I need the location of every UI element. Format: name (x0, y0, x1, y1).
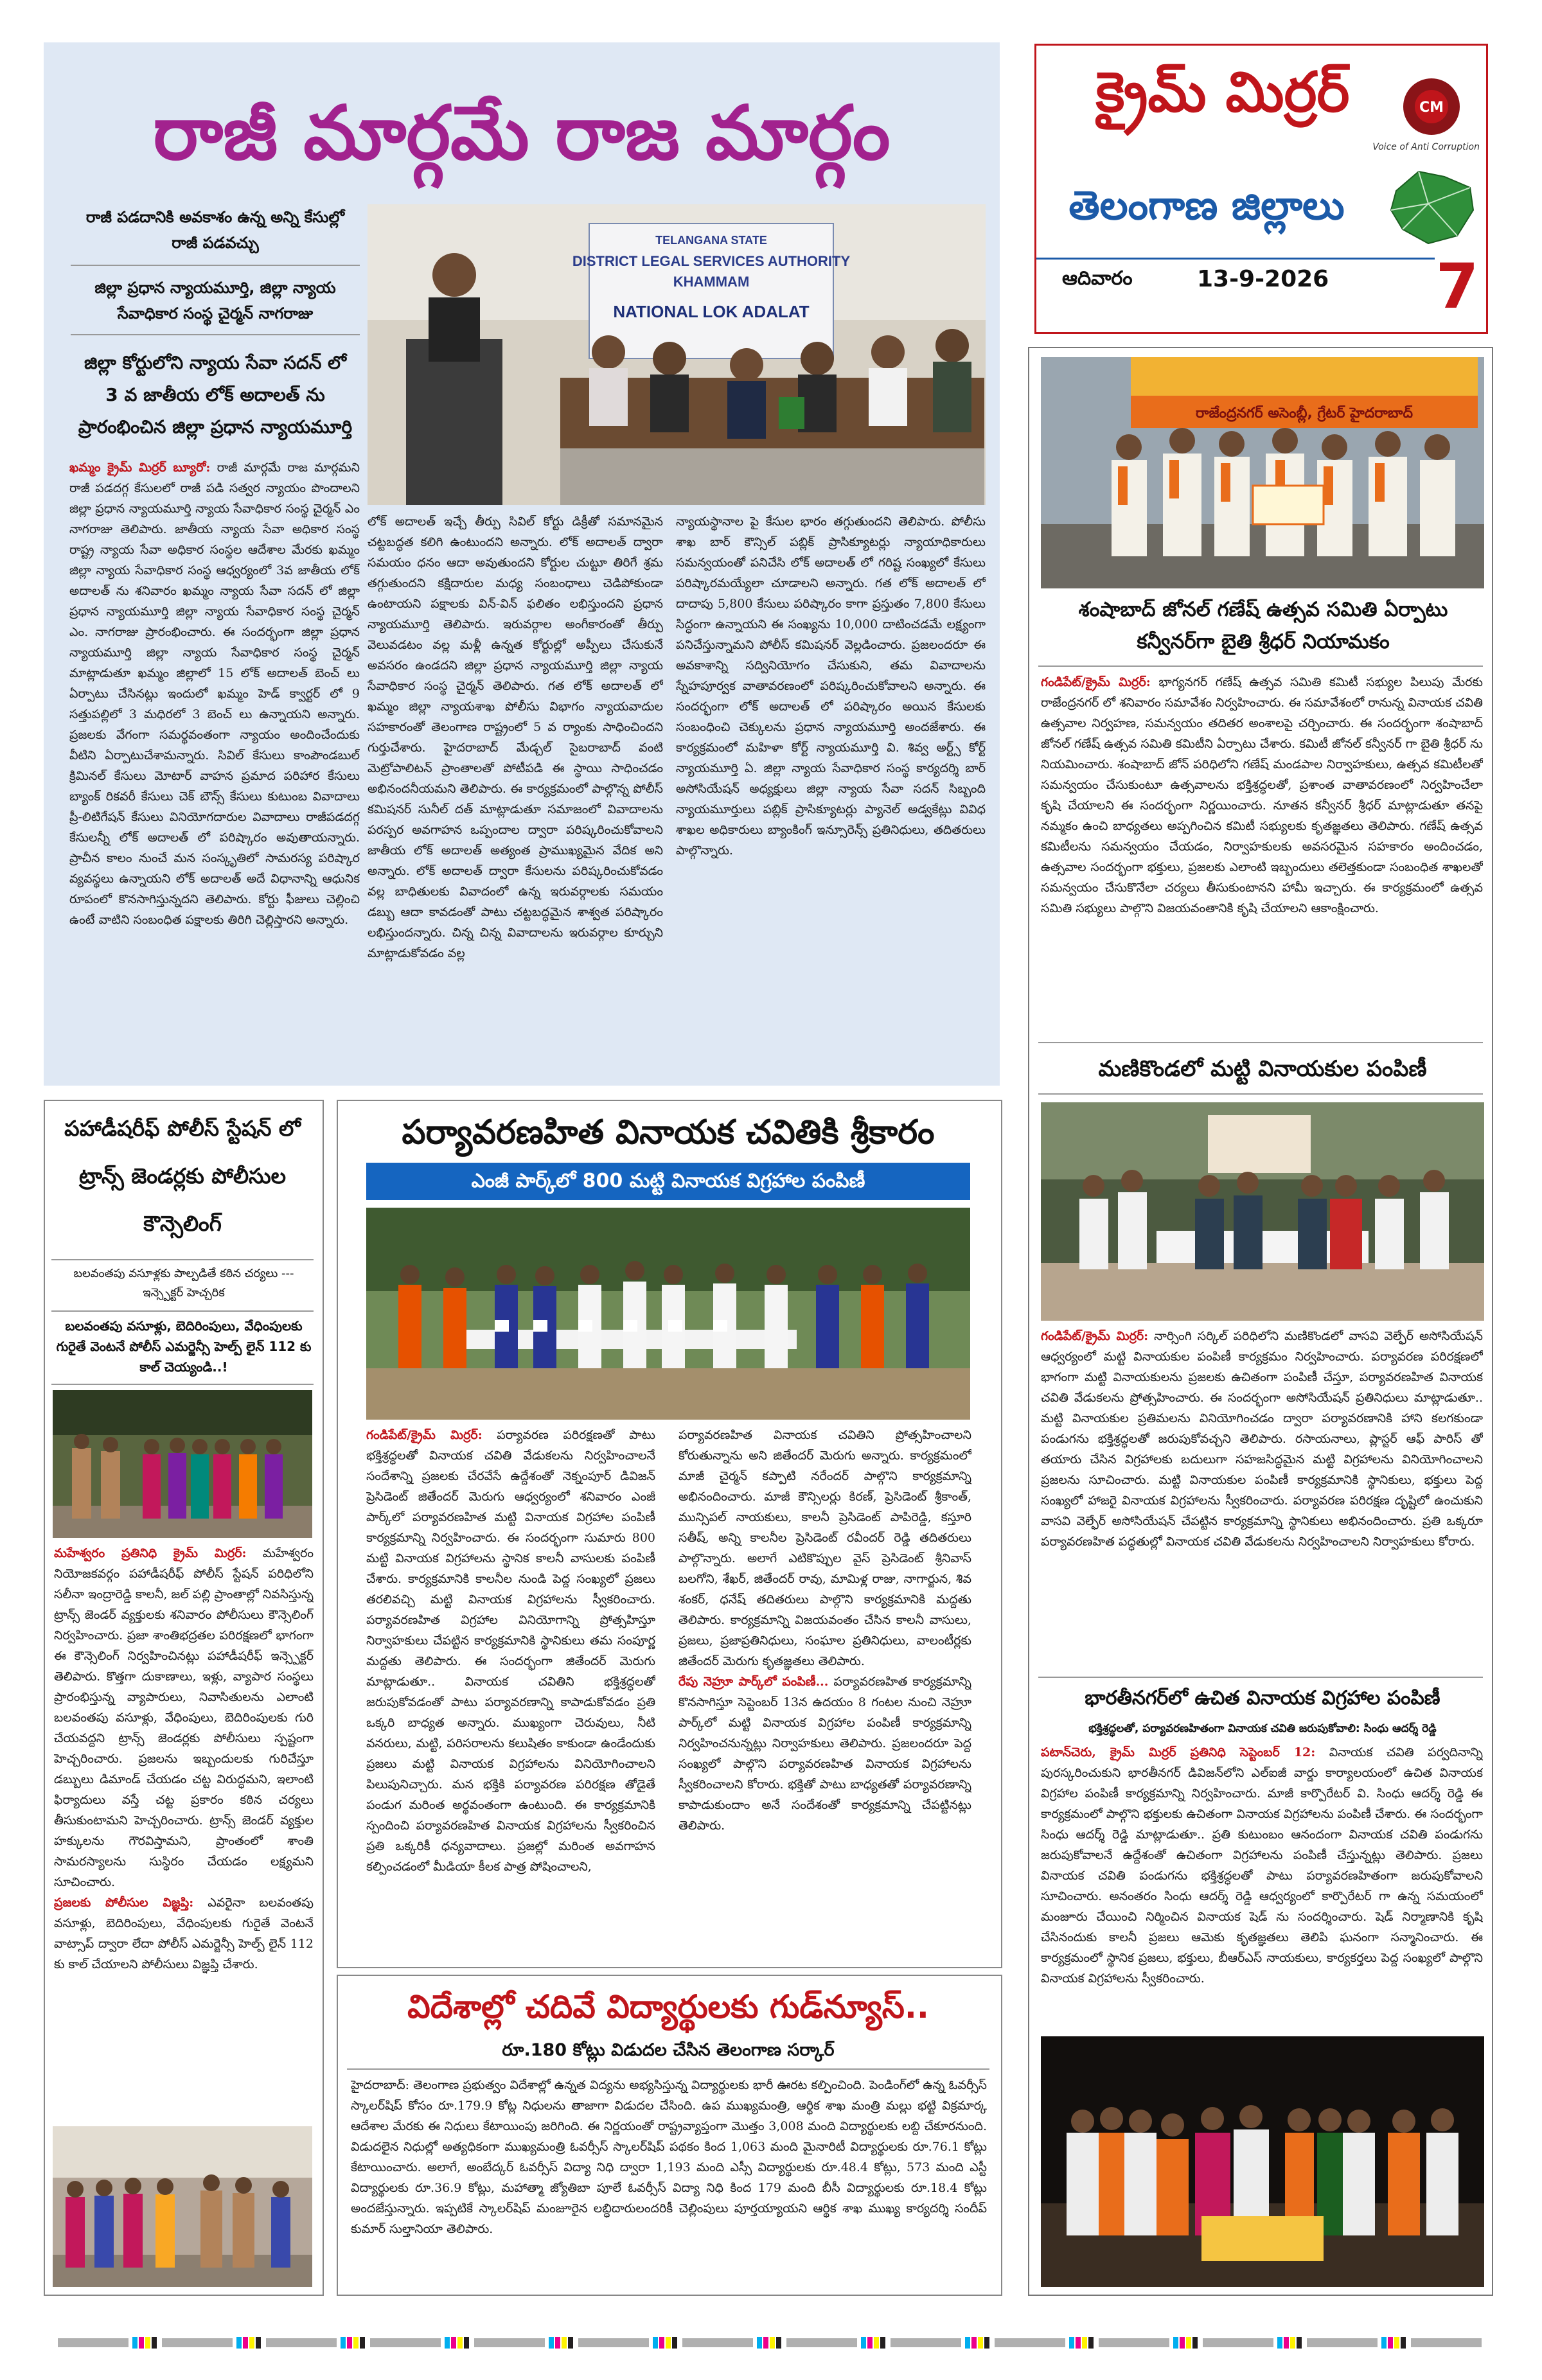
manikonda-text: నార్సింగి సర్కిల్ పరిధిలోని మణికొండలో వాసవి వెల్ఫేర్ అసోసియేషన్ ఆధ్వర్యంలో మట్టి వినాయకుల పంపిణీ కార్యక్రమం నిర్వహించారు. పర్యావరణ పరిరక్షణలో భాగంగా మట్టి వినాయకులను ప్రజలకు ఉచితంగా పంపిణీ చేస్తూ, పర్యావరణహిత వినాయక చవితి వేడుకలను ప్రోత్సహించారు. ఈ సందర్భంగా అసోసియేషన్ ప్రతినిధులు మాట్లాడుతూ.. మట్టి వినాయకుల ప్రతిమలను వినియోగించడం ద్వారా పర్యావరణానికి హాని కలగకుండా పండుగను భక్తిశ్రద్ధలతో జరుపుకోవచ్చని తెలిపారు. రసాయనాలు, ప్లాస్టర్ ఆఫ్ పారిస్ తో తయారు చేసిన విగ్రహాలకు బదులుగా సహజసిద్ధమైన మట్టి విగ్రహాలను వినియోగించాలని ప్రజలను సూచించారు. మట్టి వినాయకుల పంపిణీ కార్యక్రమానికి స్థానికులు, భక్తులు పెద్ద సంఖ్యలో హాజరై వినాయక విగ్రహాలను స్వీకరించారు. పర్యావరణ పరిరక్షణ దృష్టిలో ఉంచుకుని వాసవి వెల్ఫేర్ అసోసియేషన్ చేపట్టిన కార్యక్రమాన్ని స్థానికులు అభినందించారు. ప్రతి ఒక్కరూ పర్యావరణహిత పద్ధతుల్లో వినాయక చవితి వేడుకలను నిర్వహించాలని నిర్వాహకులు కోరారు. (1041, 1329, 1483, 1549)
ngpark-banner (366, 1163, 970, 1200)
date-label: 13-9-2026 (1197, 266, 1329, 292)
overseas-body (351, 2075, 987, 2287)
masthead-logo-icon (1396, 71, 1467, 142)
ngpark-photo (366, 1208, 970, 1420)
pahadi-dateline: మహేశ్వరం ప్రతినిధి క్రైమ్ మిర్రర్: (54, 1546, 247, 1560)
lead-deck-2: జిల్లా ప్రధాన న్యాయమూర్తి, జిల్లా న్యాయ సేవాధికార సంస్థ చైర్మన్ నాగరాజు (94, 279, 336, 322)
overseas-headline: విదేశాల్లో చదివే విద్యార్థులకు గుడ్‌న్యూస్.. (407, 1988, 929, 2025)
pahadi-deck-2: బలవంతపు వసూళ్లు, బెదిరింపులు, వేధింపులకు గురైతే వెంటనే పోలీస్ ఎమర్జెన్సీ హెల్ప్ లైన్ 112 కు కాల్ చెయ్యండి..! (56, 1318, 312, 1375)
masthead-tagline: Voice of Anti Corruption (1372, 142, 1480, 152)
manikonda-dateline: గండిపేట్/క్రైమ్ మిర్రర్: (1041, 1329, 1149, 1343)
pahadi-photo-2 (53, 2126, 312, 2287)
masthead-title: క్రైమ్ మిర్రర్ (1095, 60, 1350, 125)
pahadi-text: మహేశ్వరం నియోజకవర్గం పహాడీషరీఫ్ పోలీస్ స్టేషన్ పరిధిలోని సలీనా ఇంద్రారెడ్డి కాలనీ, జల్ పల్లి ప్రాంతాల్లో నివసిస్తున్న ట్రాన్స్ జెండర్ వ్యక్తులకు శనివారం పోలీసులు కౌన్సెలింగ్ నిర్వహించారు. ప్రజా శాంతిభద్రతల పరిరక్షణలో భాగంగా ఈ కౌన్సెలింగ్ నిర్వహించినట్లు పహాడీషరీఫ్ ఇన్స్పెక్టర్ తెలిపారు. కొత్తగా దుకాణాలు, ఇళ్లు, వ్యాపార సంస్థలు ప్రారంభిస్తున్న వ్యాపారులు, నివాసితులను ఎలాంటి బలవంతపు వసూళ్లు, వేధింపులు, బెదిరింపులకు గురి చేయవద్దని ట్రాన్స్ జెండర్లకు పోలీసులు స్పష్టంగా హెచ్చరించారు. ప్రజలను ఇబ్బందులకు గురిచేస్తూ డబ్బులు డిమాండ్ చేయడం చట్ట విరుద్ధమని, ఇలాంటి ఫిర్యాదులు వస్తే చట్ట ప్రకారం కఠిన చర్యలు తీసుకుంటామని హెచ్చరించారు. ట్రాన్స్ జెండర్ వ్యక్తుల హక్కులను గౌరవిస్తామని, ప్రాంతంలో శాంతి సామరస్యాలను సుస్థిరం చేయడం లక్ష్యమని సూచించారు. (54, 1546, 314, 1889)
pahadi-deck-1: బలవంతపు వసూళ్లకు పాల్పడితే కఠిన చర్యలు --- ఇన్స్పెక్టర్ హెచ్చరిక (73, 1267, 294, 1300)
shamshabad-headline: శంషాబాద్ జోనల్ గణేష్ ఉత్సవ సమితి ఏర్పాటు కన్వీనర్‌గా బైతి శ్రీధర్ నియామకం (1078, 598, 1448, 653)
ngpark-col-1-text: పర్యావరణ పరిరక్షణతో పాటు భక్తిశ్రద్ధలతో వినాయక చవితి వేడుకలను నిర్వహించాలనే సందేశాన్ని ప్రజలకు చేరవేసే ఉద్దేశంతో నెక్నంపూర్ డివిజన్ ప్రెసిడెంట్ జితేందర్ మెరుగు ఆధ్వర్యంలో శనివారం ఎంజీ పార్క్‌లో పర్యావరణహిత మట్టి వినాయక విగ్రహాల పంపిణీ కార్యక్రమాన్ని నిర్వహించారు. ఈ సందర్భంగా సుమారు 800 మట్టి వినాయక విగ్రహాలను స్థానిక కాలనీ వాసులకు పంపిణీ చేశారు. కార్యక్రమానికి కాలనీల నుండి పెద్ద సంఖ్యలో ప్రజలు తరలివచ్చి మట్టి వినాయక విగ్రహాలను స్వీకరించారు. పర్యావరణహిత విగ్రహాల వినియోగాన్ని ప్రోత్సహిస్తూ నిర్వాహకులు చేపట్టిన కార్యక్రమానికి స్థానికులు తమ సంపూర్ణ మద్దతు తెలిపారు. ఈ సందర్భంగా జితేందర్ మెరుగు మాట్లాడుతూ.. వినాయక చవితిని భక్తిశ్రద్ధలతో జరుపుకోవడంతో పాటు పర్యావరణాన్ని కాపాడుకోవడం ప్రతి ఒక్కరి బాధ్యత అన్నారు. ముఖ్యంగా చెరువులు, నీటి వనరులు, మట్టి, పరిసరాలను కలుషితం కాకుండా ఉండేందుకు ప్రజలు మట్టి వినాయక విగ్రహాలను వినియోగించాలని పిలుపునిచ్చారు. మన భక్తికి పర్యావరణ పరిరక్షణ తోడైతే పండుగ మరింత అర్థవంతంగా ఉంటుంది. ఈ కార్యక్రమానికి స్పందించి పర్యావరణహిత వినాయక విగ్రహాలను స్వీకరించిన ప్రతి ఒక్కరికీ ధన్యవాదాలు. ప్రజల్లో మరింత అవగాహన కల్పించడంలో మీడియా కీలక పాత్ర పోషించాలని, (366, 1428, 655, 1874)
shamshabad-body (1041, 672, 1483, 1037)
ngpark-col-2-text: పర్యావరణహిత వినాయక చవితిని ప్రోత్సహించాలని కోరుతున్నాను అని జితేందర్ మెరుగు అన్నారు. కార్యక్రమంలో మాజీ చైర్మన్ కప్పాటి నరేందర్ పాల్గొని కార్యక్రమాన్ని అభినందించారు. మాజీ కౌన్సిలర్లు కిరణ్, ప్రెసిడెంట్ శ్రీకాంత్, మున్సిపల్ నాయకులు, కాలనీ ప్రెసిడెంట్ పాపిరెడ్డి, కస్తూరి సతీష్, అన్ని కాలనీల ప్రెసిడెంట్ రవీందర్ రెడ్డి తదితరులు పాల్గొన్నారు. అలాగే ఎటికొప్పుల వైస్ ప్రెసిడెంట్ శ్రీనివాస్ బలగోని, శేఖర్, జితేందర్ రావు, మామిళ్ల రాజు, నాగార్జున, శివ శంకర్, ధనేష్ తదితరులు పాల్గొని కార్యక్రమానికి మద్దతు తెలిపారు. కార్యక్రమాన్ని విజయవంతం చేసిన కాలనీ వాసులు, ప్రజలు, ప్రజాప్రతినిధులు, సంఘాల ప్రతినిధులు, వాలంటీర్లకు జితేందర్ మెరుగు కృతజ్ఞతలు తెలిపారు. (678, 1428, 971, 1668)
bharathinagar-dateline: పటాన్‌చెరు, క్రైమ్ మిర్రర్ ప్రతినిధి సెప్టెంబర్ 12: (1041, 1745, 1316, 1759)
manikonda-photo (1041, 1102, 1484, 1321)
pahadi-body (54, 1543, 314, 2119)
pahadi-tail: ఎవరైనా బలవంతపు వసూళ్లు, బెదిరింపులు, వేధింపులకు గురైతే వెంటనే వాట్సాప్ ద్వారా లేదా పోలీస్ ఎమర్జెన్సీ హెల్ప్ లైన్ 112 కు కాల్ చేయాలని పోలీసులు విజ్ఞప్తి చేశారు. (54, 1896, 314, 1971)
lead-deck-3: జిల్లా కోర్టులోని న్యాయ సేవా సదన్ లో 3 వ జాతీయ లోక్ అదాలత్ ను ప్రారంభించిన జిల్లా ప్రధాన న్యాయమూర్తి (78, 352, 353, 437)
edition-title: తెలంగాణ జిల్లాలు (1068, 182, 1345, 229)
overseas-deck: రూ.180 కోట్లు విడుదల చేసిన తెలంగాణ సర్కార్ (502, 2040, 835, 2060)
ngpark-banner-text: ఎంజీ పార్క్‌లో 800 మట్టి వినాయక విగ్రహాల పంపిణీ (471, 1170, 865, 1192)
lead-photo (368, 204, 986, 505)
edition-banner (1036, 163, 1377, 249)
svg-text:CM: CM (1419, 100, 1444, 116)
ngpark-col-2 (678, 1425, 971, 1959)
banner-text-3: KHAMMAM (673, 274, 750, 290)
lead-col-2-text: లోక్ అదాలత్ ఇచ్చే తీర్పు సివిల్ కోర్టు డిక్రీతో సమానమైన చట్టబద్ధత కలిగి ఉంటుందని అన్నారు. లోక్ అదాలత్ ద్వారా సమయం ధనం ఆదా అవుతుందని కోర్టుల చుట్టూ తిరిగే శ్రమ తగ్గుతుందని కక్షిదారుల మధ్య సంబంధాలు చెడిపోకుండా ఉంటాయని పక్షాలకు విన్-విన్ ఫలితం లభిస్తుందని ప్రధాన న్యాయమూర్తి తెలిపారు. ఇరువర్గాల అంగీకారంతో తీర్పు వెలువడటం వల్ల మళ్లీ ఉన్నత కోర్టుల్లో అప్పీలు చేసుకునే అవసరం ఉండదని జిల్లా ప్రధాన న్యాయమూర్తి జిల్లా న్యాయ సేవాధికార సంస్థ చైర్మన్ తెలిపారు. గత లోక్ అదాలత్ లో ఖమ్మం జిల్లా న్యాయశాఖ పోలీసు విభాగం న్యాయవాదుల సహకారంతో తెలంగాణ రాష్ట్రంలో 5 వ ర్యాంకు సాధించిందని గుర్తుచేశారు. హైదరాబాద్ మేడ్చల్ సైబరాబాద్ వంటి మెట్రోపాలిటన్ ప్రాంతాలతో పోటీపడి ఈ స్థాయి సాధించడం అభినందనీయమని తెలిపారు. ఈ కార్యక్రమంలో పాల్గొన్న పోలీస్ కమిషనర్ సునీల్ దత్ మాట్లాడుతూ సమాజంలో వివాదాలను పరస్పర అవగాహన ఒప్పందాల ద్వారా పరిష్కరించుకోవాలని జాతీయ లోక్ అదాలత్ అత్యంత ప్రాముఖ్యమైన వేదిక అని అన్నారు. లోక్ అదాలత్ ద్వారా కేసులను పరిష్కరించుకోవడం వల్ల బాధితులకు వివాదంలో ఉన్న ఇరువర్గాలకు సమయం డబ్బు ఆదా కావడంతో పాటు చట్టబద్ధమైన శాశ్వత పరిష్కారం లభిస్తుందన్నారు. చిన్న చిన్న వివాదాలను ఇరువర్గాల కూర్చుని మాట్లాడుకోవడం వల్ల (368, 515, 663, 960)
bharathinagar-deck: భక్తిశ్రద్ధలతో, పర్యావరణహితంగా వినాయక చవితి జరుపుకోవాలి: సింధు ఆదర్శ్ రెడ్డి (1088, 1722, 1437, 1735)
date-bar (1036, 258, 1435, 304)
lead-col-2 (368, 511, 663, 1079)
page-number: 7 (1435, 251, 1479, 322)
shamshabad-photo (1041, 357, 1484, 588)
pahadi-headline: పహాడీషరీఫ్ పోలీస్ స్టేషన్ లో ట్రాన్స్ జెండర్లకు పోలీసుల కౌన్సెలింగ్ (64, 1116, 301, 1236)
overseas-text: హైదరాబాద్: తెలంగాణ ప్రభుత్వం విదేశాల్లో ఉన్నత విద్యను అభ్యసిస్తున్న విద్యార్థులకు భారీ ఊరట కల్పించింది. పెండింగ్‌లో ఉన్న ఓవర్సీస్ స్కాలర్‌షిప్ కోసం రూ.179.9 కోట్ల నిధులను తాజాగా విడుదల చేసింది. ఉప ముఖ్యమంత్రి, ఆర్థిక శాఖ మంత్రి మల్లు భట్టి విక్రమార్క ఆదేశాల మేరకు ఈ నిధులు కేటాయింపు జరిగింది. ఈ నిర్ణయంతో రాష్ట్రవ్యాప్తంగా మొత్తం 3,008 మంది విద్యార్థులకు లబ్ది చేకూరనుంది. విడుదలైన నిధుల్లో అత్యధికంగా ముఖ్యమంత్రి ఓవర్సీస్ స్కాలర్‌షిప్ పథకం కింద 1,063 మంది మైనారిటీ విద్యార్థులకు రూ.76.1 కోట్లు కేటాయించారు. అలాగే, అంబేద్కర్ ఓవర్సీస్ విద్యా నిధి ద్వారా 1,193 మంది ఎస్సీ విద్యార్థులకు రూ.48.4 కోట్లు, 573 మంది ఎస్టీ విద్యార్థులకు రూ.36.9 కోట్లు, మహాత్మా జ్యోతిబా పూలే ఓవర్సీస్ విద్యా నిధి కింద 179 మంది బీసీ విద్యార్థులకు రూ.18.4 కోట్లు అందజేస్తున్నారు. ఇప్పటికే స్కాలర్‌షిప్ మంజూరైన లబ్ధిదారులందరికీ చెల్లింపులు పూర్తయ్యాయని ఆర్థిక శాఖ ముఖ్య కార్యదర్శి సందీప్ కుమార్ సుల్తానియా తెలిపారు. (351, 2078, 987, 2236)
lead-deck-1: రాజీ పడదానికి అవకాశం ఉన్న అన్ని కేసుల్లో రాజీ పడవచ్చు (85, 208, 345, 252)
bharathinagar-photo (1041, 2036, 1484, 2287)
cmyk-marks-icon (58, 2336, 1484, 2350)
manikonda-headline: మణికొండలో మట్టి వినాయకుల పంపిణీ (1098, 1056, 1427, 1082)
lead-headline: రాజీ మార్గమే రాజ మార్గం (153, 90, 891, 177)
ngpark-sub-label: రేపు నెహ్రూ పార్క్‌లో పంపిణీ... (678, 1675, 829, 1689)
banner-text-4: NATIONAL LOK ADALAT (613, 302, 810, 321)
bharathinagar-body (1041, 1742, 1483, 2030)
day-label: ఆదివారం (1062, 267, 1133, 290)
print-color-strip (58, 2336, 1484, 2350)
ngpark-sub-text: పర్యావరణహిత కార్యక్రమాన్ని కొనసాగిస్తూ సెప్టెంబర్ 13న ఉదయం 8 గంటల నుంచి నెహ్రూ పార్క్‌లో మట్టి వినాయక విగ్రహాల పంపిణీ కార్యక్రమాన్ని నిర్వహించనున్నట్లు నిర్వాహకులు తెలిపారు. ప్రజలందరూ పెద్ద సంఖ్యలో పాల్గొని పర్యావరణహిత వినాయక విగ్రహాలను స్వీకరించాలని కోరారు. భక్తితో పాటు బాధ్యతతో పర్యావరణాన్ని కాపాడుకుందాం అనే సందేశంతో కార్యక్రమాన్ని చేపట్టినట్లు తెలిపారు. (678, 1675, 971, 1833)
pahadi-tail-label: ప్రజలకు పోలీసుల విజ్ఞప్తి: (54, 1896, 194, 1910)
ngpark-col-1 (366, 1425, 655, 1959)
telangana-map-icon (1383, 165, 1480, 249)
bharathinagar-headline: భారతీనగర్‌లో ఉచిత వినాయక విగ్రహాల పంపిణీ (1085, 1687, 1440, 1709)
shamshabad-text: భాగ్యనగర్ గణేష్ ఉత్సవ సమితి కమిటీ సభ్యుల పిలుపు మేరకు రాజేంద్రనగర్ లో శనివారం సమావేశం నిర్వహించారు. ఈ సమావేశంలో రానున్న వినాయక చవితి ఉత్సవాల నిర్వహణ, సమన్వయం తదితర అంశాలపై చర్చించారు. ఈ సందర్భంగా శంషాబాద్ జోనల్ గణేష్ ఉత్సవ సమితి కమిటీని ఏర్పాటు చేశారు. కమిటీ జోనల్ కన్వీనర్ గా బైతి శ్రీధర్ ను నియమించారు. శంషాబాద్ జోన్ పరిధిలోని గణేష్ మండపాల నిర్వాహకులు, ఉత్సవ కమిటీలతో సమన్వయం చేసుకుంటూ ఉత్సవాలను భక్తిశ్రద్ధలతో, ప్రశాంత వాతావరణంలో నిర్వహించేలా కృషి చేయాలని ఈ సందర్భంగా నిర్ణయించారు. నూతన కన్వీనర్ శ్రీధర్ మాట్లాడుతూ తనపై నమ్మకం ఉంచి బాధ్యతలు అప్పగించిన కమిటీ సభ్యులకు కృతజ్ఞతలు తెలిపారు. గణేష్ ఉత్సవ కమిటీలను సమన్వయం చేయడం, నిర్వాహకులకు అవసరమైన సహకారం అందించడం, ఉత్సవాల సందర్భంగా భక్తులు, ప్రజలకు ఎలాంటి ఇబ్బందులు తలెత్తకుండా సంబంధిత శాఖలతో సమన్వయం చేసుకొనేలా చర్యలు తీసుకుంటానని హామీ ఇచ్చారు. ఈ కార్యక్రమంలో ఉత్సవ సమితి సభ్యులు పాల్గొని విజయవంతానికి కృషి చేయాలని ఆకాంక్షించారు. (1041, 675, 1483, 915)
masthead (1034, 44, 1488, 334)
shamshabad-banner-text: రాజేంద్రనగర్ అసెంబ్లీ, గ్రేటర్ హైదరాబాద్ (1195, 405, 1414, 421)
pahadi-photo-1 (53, 1390, 312, 1538)
lead-col-3-text: న్యాయస్థానాల పై కేసుల భారం తగ్గుతుందని తెలిపారు. పోలీసు శాఖ బార్ కౌన్సిల్ పబ్లిక్ ప్రాసిక్యూటర్లు న్యాయాధికారులు సమన్వయంతో పనిచేసి లోక్ అదాలత్ లో గరిష్ట సంఖ్యలో కేసులు పరిష్కారమయ్యేలా చూడాలని అన్నారు. గత లోక్ అదాలత్ లో దాదాపు 5,800 కేసులు పరిష్కారం కాగా ప్రస్తుతం 7,800 కేసులు సిద్ధంగా ఉన్నాయని ఈ సంఖ్యను 10,000 దాటించడమే లక్ష్యంగా పనిచేస్తున్నామని పోలీస్ కమిషనర్ వెల్లడించారు. ప్రజలందరూ ఈ అవకాశాన్ని సద్వినియోగం చేసుకుని, తమ వివాదాలను స్నేహపూర్వక వాతావరణంలో పరిష్కరించుకోవాలని అన్నారు. ఈ సందర్భంగా లోక్ అదాలత్ లో పరిష్కారం అయిన కేసులకు సంబంధించి చెక్కులను ప్రధాన న్యాయమూర్తి అందజేశారు. ఈ కార్యక్రమంలో మహిళా కోర్ట్ న్యాయమూర్తి వి. శివ్వ అర్ట్స్ కోర్ట్ న్యాయమూర్తి ఏ. జిల్లా న్యాయ సేవాధికార సంస్థ కార్యదర్శి బార్ అసోసియేషన్ అధ్యక్షులు జిల్లా న్యాయ సేవా సదన్ సిబ్బంది న్యాయమూర్తులు పబ్లిక్ ప్రాసిక్యూటర్లు ప్యానెల్ అడ్వకేట్లు వివిధ శాఖల అధికారులు బ్యాంకింగ్ ఇన్సూరెన్స్ ప్రతినిధులు, తదితరులు పాల్గొన్నారు. (676, 515, 986, 858)
lead-col-1-text: రాజీ మార్గమే రాజ మార్గమని రాజీ పడదగ్గ కేసులలో రాజీ పడి సత్వర న్యాయం పొందాలని జిల్లా ప్రధాన న్యాయమూర్తి న్యాయ సేవాధికార సంస్థ చైర్మన్ ఎం నాగరాజు తెలిపారు. జాతీయ న్యాయ సేవా అధికార సంస్థ రాష్ట్ర న్యాయ సేవా అధికార సంస్థల ఆదేశాల మేరకు ఖమ్మం జిల్లా న్యాయ సేవాధికార సంస్థ ఆధ్వర్యంలో 3వ జాతీయ లోక్ అదాలత్ ను శనివారం ఖమ్మం న్యాయ సేవా సదన్ లో జిల్లా ప్రధాన న్యాయమూర్తి జిల్లా న్యాయ సేవాధికార సంస్థ చైర్మన్ ఎం. నాగరాజు ప్రారంభించారు. ఈ సందర్భంగా జిల్లా ప్రధాన న్యాయమూర్తి జిల్లా న్యాయ సేవాధికార సంస్థ చైర్మన్ మాట్లాడుతూ ఖమ్మం జిల్లాలో 15 లోక్ అదాలత్ బెంచ్ లు ఏర్పాటు చేసినట్లు ఇందులో ఖమ్మం హెడ్ క్వార్టర్ లో 9 సత్తుపల్లిలో 3 మధిరలో 3 బెంచ్ లు ఉన్నాయని అన్నారు. ప్రజలకు వేగంగా సమర్థవంతంగా న్యాయం అందించేందుకు వీటిని ఏర్పాటుచేశామన్నారు. సివిల్ కేసులు కాంపౌండబుల్ క్రిమినల్ కేసులు మోటార్ వాహన ప్రమాద పరిహార కేసులు బ్యాంక్ రికవరీ కేసులు చెక్ బౌన్స్ కేసులు కుటుంబ వివాదాలు ప్రీ-లిటిగేషన్ కేసులు వినియోగదారుల వివాదాలు రాజీపడదగ్గ కేసులన్నీ లోక్ అదాలత్ లో పరిష్కారం అవుతాయన్నారు. ప్రాచీన కాలం నుంచే మన సంస్కృతిలో సామరస్య పరిష్కార వ్యవస్థలు ఉన్నాయని లోక్ అదాలత్ అదే విధానాన్ని ఆధునిక రూపంలో కొనసాగిస్తున్నదని తెలిపారు. కోర్టు ఫీజులు చెల్లించి ఉంటే వాటిని సంబంధిత పక్షాలకు తిరిగి చెల్లిస్తారని అన్నారు. (69, 461, 360, 927)
banner-text-1: TELANGANA STATE (655, 234, 767, 247)
lead-col-1 (69, 457, 360, 1079)
bharathinagar-text: వినాయక చవితి పర్వదినాన్ని పురస్కరించుకుని భారతీనగర్ డివిజన్‌లోని ఎల్ఐజీ వార్డు కార్యాలయంలో ఉచిత వినాయక విగ్రహాల పంపిణీ కార్యక్రమాన్ని నిర్వహించారు. మాజీ కార్పొరేటర్ వి. సింధు ఆదర్శ్ రెడ్డి ఈ కార్యక్రమంలో పాల్గొని భక్తులకు ఉచితంగా వినాయక విగ్రహాలను పంపిణీ చేశారు. ఈ సందర్భంగా సింధు ఆదర్శ్ రెడ్డి మాట్లాడుతూ.. ప్రతి కుటుంబం ఆనందంగా వినాయక చవితి పండుగను జరుపుకోవాలనే ఉద్దేశంతో ఉచితంగా విగ్రహాలను పంపిణీ చేస్తున్నట్లు తెలిపారు. ప్రజలు వినాయక చవితి పండుగను భక్తిశ్రద్ధలతో పాటు పర్యావరణహితంగా జరుపుకోవాలని సూచించారు. అనంతరం సింధు ఆదర్శ్ రెడ్డి ఆధ్వర్యంలో కార్పొరేటర్ గా ఉన్న సమయంలో మంజూరు చేయించి నిర్మించిన వినాయక షెడ్ ను సందర్శించారు. షెడ్ నిర్మాణానికి కృషి చేసినందుకు కాలనీ ప్రజలు ఆమెకు కృతజ్ఞతలు తెలిపి ఘనంగా సన్మానించారు. ఈ కార్యక్రమంలో స్థానిక ప్రజలు, భక్తులు, బీఆర్ఎస్ నాయకులు, కార్యకర్తలు పెద్ద సంఖ్యలో పాల్గొని వినాయక విగ్రహాలను స్వీకరించారు. (1041, 1745, 1483, 1986)
ngpark-dateline: గండిపేట్/క్రైమ్ మిర్రర్: (366, 1428, 483, 1442)
manikonda-body (1041, 1326, 1483, 1673)
shamshabad-dateline: గండిపేట్/క్రైమ్ మిర్రర్: (1041, 675, 1151, 689)
ngpark-headline: పర్యావరణహిత వినాయక చవితికి శ్రీకారం (402, 1113, 935, 1152)
lead-col-3 (676, 511, 986, 1079)
banner-text-2: DISTRICT LEGAL SERVICES AUTHORITY (572, 253, 851, 269)
lead-dateline: ఖమ్మం క్రైమ్ మిర్రర్ బ్యూరో: (69, 461, 211, 475)
